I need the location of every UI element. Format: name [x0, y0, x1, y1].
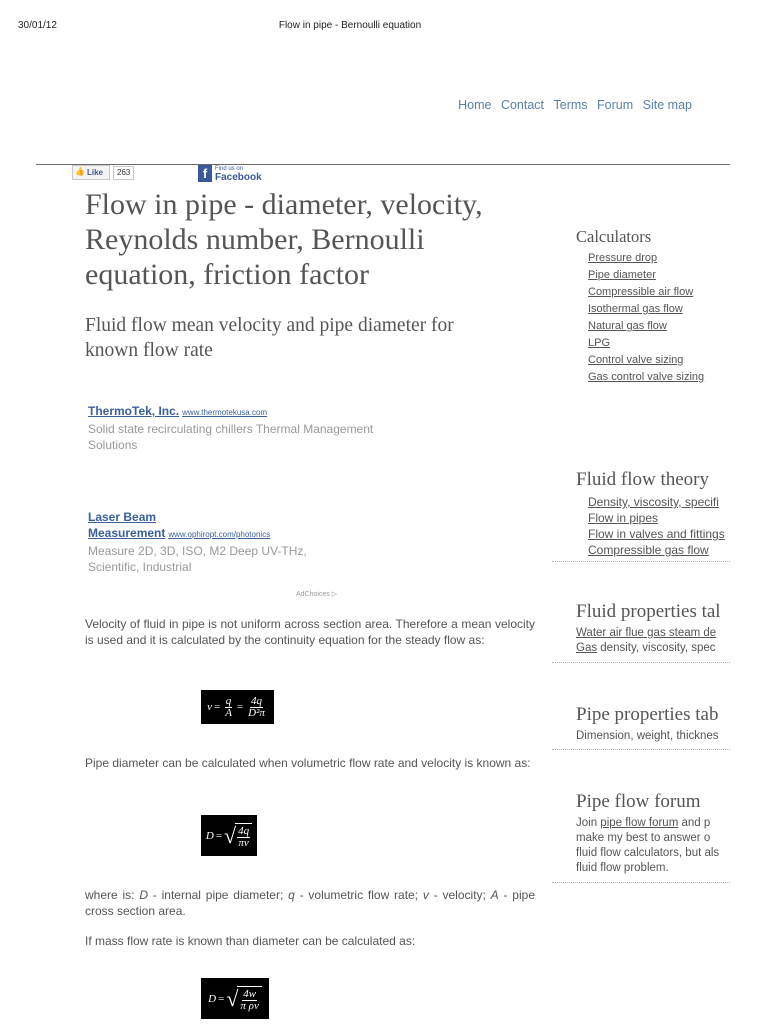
formula-diameter-mass: D = √ $\frac{4w}{\text{π ρv}}$: [201, 978, 269, 1019]
formula-denominator: D²π: [248, 706, 265, 719]
symbol-v: v: [422, 888, 429, 902]
page-subtitle: Fluid flow mean velocity and pipe diameter for known flow rate: [85, 315, 454, 361]
sidebar-heading: Pipe flow forum: [576, 791, 701, 812]
nav-contact-link[interactable]: Contact: [500, 98, 545, 112]
sponsored-ad: [88, 509, 328, 575]
sidebar-separator: [552, 882, 730, 883]
sidebar-heading: Calculators: [576, 227, 652, 246]
formula-velocity: v = $\frac{q}{A}$ = $\frac{4q}{\text{D²π}}$: [201, 690, 274, 724]
sidebar-pipe-flow-forum: [576, 791, 730, 876]
sidebar-link-flow-in-pipes[interactable]: Flow in pipes: [588, 511, 659, 525]
ad-title-link[interactable]: ThermoTek, Inc.: [88, 404, 180, 418]
print-page-title: Flow in pipe - Bernoulli equation: [278, 20, 422, 31]
nav-home-link[interactable]: Home: [458, 98, 492, 112]
formula-diameter: D = √ $\frac{4q}{\pi v}$: [201, 815, 257, 856]
sidebar-link-density-viscosity[interactable]: Density, viscosity, specifi: [588, 495, 719, 509]
sidebar-text: make my best to answer o: [576, 832, 711, 844]
formula-numerator: 4q: [238, 824, 250, 837]
sidebar-fluid-flow-theory: [576, 469, 730, 558]
like-count: 263: [113, 166, 134, 180]
sidebar-link-isothermal-gas-flow[interactable]: Isothermal gas flow: [588, 303, 683, 315]
page-title: Flow in pipe - diameter, velocity, Reynolds number, Bernoulli equation, friction factor: [85, 188, 483, 291]
facebook-like-widget: [72, 165, 134, 180]
sidebar-link-compressible-air-flow[interactable]: Compressible air flow: [588, 286, 694, 298]
text: - volumetric flow rate;: [294, 888, 423, 902]
sidebar-text: Dimension, weight, thicknes: [576, 730, 719, 742]
top-navigation: [452, 98, 692, 112]
formula-numerator: q: [225, 694, 232, 707]
sidebar-link-gas[interactable]: Gas: [576, 642, 598, 654]
nav-forum-link[interactable]: Forum: [597, 98, 634, 112]
sidebar-calculators: [576, 227, 730, 386]
sidebar-text: Join: [576, 817, 601, 829]
formula-numerator: 4w: [243, 987, 257, 1000]
sidebar-separator: [552, 561, 730, 562]
ad-url-link[interactable]: www.ophiropt.com/photonics: [168, 530, 271, 539]
sidebar-text: fluid flow problem.: [576, 862, 669, 874]
paragraph-mass-flow: If mass flow rate is known than diameter can be calculated as:: [85, 934, 416, 948]
ad-description: Measure 2D, 3D, ISO, M2 Deep UV-THz, Scientific, Industrial: [88, 544, 307, 574]
formula-denominator: π ρv: [240, 999, 259, 1012]
sidebar-heading: Pipe properties tab: [576, 704, 719, 725]
sidebar-link-water-air-flue-gas[interactable]: Water air flue gas steam de: [576, 627, 717, 639]
like-button[interactable]: 👍 Like: [72, 165, 110, 180]
sidebar-link-natural-gas-flow[interactable]: Natural gas flow: [588, 320, 667, 332]
paragraph-diameter: Pipe diameter can be calculated when volumetric flow rate and velocity is known as:: [85, 756, 531, 770]
sidebar-heading: Fluid properties tal: [576, 601, 721, 622]
find-us-on-facebook-badge[interactable]: [198, 165, 262, 182]
ad-url-link[interactable]: www.thermotekusa.com: [182, 408, 268, 417]
formula-numerator: 4q: [251, 694, 263, 707]
symbol-q: q: [288, 888, 295, 902]
sidebar-link-flow-in-valves[interactable]: Flow in valves and fittings: [588, 527, 725, 541]
ad-title-link[interactable]: Laser Beam Measurement: [88, 510, 166, 540]
text: - pipe cross section area.: [85, 888, 535, 918]
nav-terms-link[interactable]: Terms: [553, 98, 588, 112]
sidebar-link-pipe-diameter[interactable]: Pipe diameter: [588, 269, 656, 281]
ad-description: Solid state recirculating chillers Thermal Management Solutions: [88, 422, 374, 452]
header-divider: [36, 164, 730, 165]
paragraph-where: [85, 888, 535, 919]
sidebar-link-pipe-flow-forum[interactable]: pipe flow forum: [600, 817, 679, 829]
symbol-d: D: [139, 888, 148, 902]
nav-sitemap-link[interactable]: Site map: [642, 98, 692, 112]
sidebar-heading: Fluid flow theory: [576, 469, 709, 490]
fb-badge-small-text: Find us on: [215, 166, 244, 172]
symbol-a: A: [490, 888, 499, 902]
text: - internal pipe diameter;: [147, 888, 289, 902]
formula-symbol: v: [207, 701, 212, 713]
sidebar-link-control-valve-sizing[interactable]: Control valve sizing: [588, 354, 684, 366]
adchoices-link[interactable]: AdChoices ▷: [296, 591, 338, 598]
text: where is:: [85, 888, 140, 902]
facebook-icon: f: [198, 165, 212, 182]
paragraph-velocity: Velocity of fluid in pipe is not uniform across section area. Therefore a mean velocity is used and it is calculated by the continuity equation for the steady flow as:: [85, 617, 535, 647]
text: - velocity;: [428, 888, 491, 902]
print-date: 30/01/12: [18, 20, 57, 31]
sidebar-text: and p: [678, 817, 711, 829]
sidebar-pipe-properties: [576, 704, 730, 744]
sidebar-link-compressible-gas-flow[interactable]: Compressible gas flow: [588, 543, 709, 557]
sidebar-fluid-properties: [576, 601, 730, 656]
sidebar-text: density, viscosity, spec: [597, 642, 716, 654]
formula-symbol: D: [208, 992, 217, 1005]
formula-denominator: πv: [238, 836, 249, 849]
sidebar-link-lpg[interactable]: LPG: [588, 337, 611, 349]
sidebar-separator: [552, 662, 730, 663]
sponsored-ad: [88, 403, 388, 453]
sidebar-link-pressure-drop[interactable]: Pressure drop: [588, 252, 658, 264]
sidebar-separator: [552, 749, 730, 750]
formula-denominator: A: [225, 706, 232, 719]
formula-symbol: D: [205, 829, 214, 842]
sidebar-link-gas-control-valve-sizing[interactable]: Gas control valve sizing: [588, 371, 705, 383]
sidebar-text: fluid flow calculators, but als: [576, 847, 720, 859]
fb-badge-big-text: Facebook: [215, 172, 262, 183]
